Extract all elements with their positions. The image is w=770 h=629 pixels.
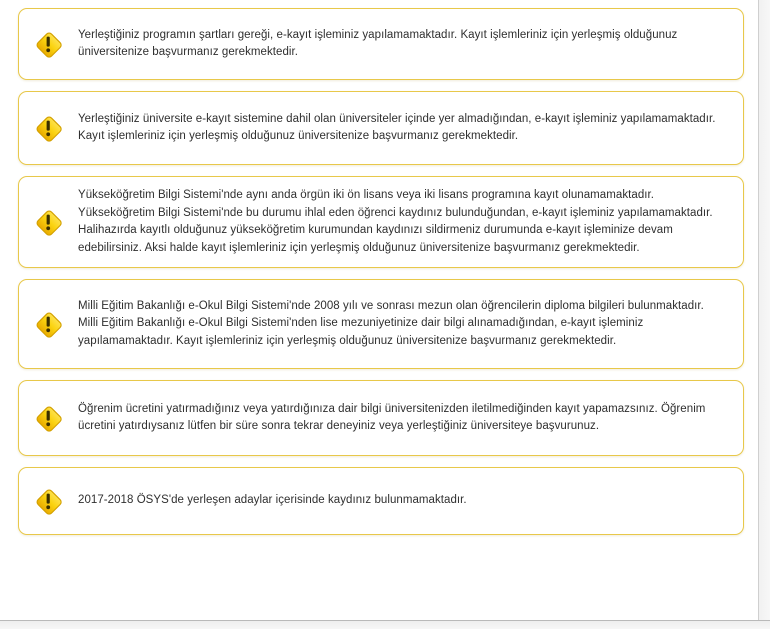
warning-icon bbox=[31, 205, 65, 239]
alert-panel bbox=[18, 279, 744, 369]
alert-message: Yerleştiğiniz programın şartları gereği, e-kayıt işleminiz yapılamamaktadır. Kayıt işlemleriniz için yerleşmiş olduğunuz üniversitenize başvurmanız gerekmektedir. bbox=[78, 28, 678, 58]
alert-list bbox=[18, 8, 744, 546]
alert-panel bbox=[18, 8, 744, 80]
alert-message: Milli Eğitim Bakanlığı e-Okul Bilgi Sistemi'nde 2008 yılı ve sonrası mezun olan öğrencilerin diploma bilgileri bulunmaktadır. Milli Eğitim Bakanlığı e-Okul Bilgi Sistemi'nden lise mezuniyetinize dair bilgi alınamadığından, e-kayıt işleminiz yapılamamaktadır. Kayıt işlemleriniz için yerleşmiş olduğunuz üniversitenize başvurmanız gerekmektedir. bbox=[78, 299, 704, 347]
warning-icon bbox=[31, 401, 65, 435]
alert-panel bbox=[18, 91, 744, 165]
warning-icon bbox=[31, 27, 65, 61]
warning-icon bbox=[31, 484, 65, 518]
alert-message: Yerleştiğiniz üniversite e-kayıt sistemine dahil olan üniversiteler içinde yer almadığından, e-kayıt işleminiz yapılamamaktadır. Kayıt işlemleriniz için yerleşmiş olduğunuz üniversitenize başvurmanız gerekmektedir. bbox=[78, 112, 716, 142]
horizontal-scrollbar[interactable] bbox=[0, 620, 770, 629]
alert-message: Yükseköğretim Bilgi Sistemi'nde aynı anda örgün iki ön lisans veya iki lisans programına kayıt olunamamaktadır. Yükseköğretim Bilgi Sistemi'nde bu durumu ihlal eden öğrenci kaydınız bulunduğundan, e-kayıt işleminiz yapılamamaktadır. Halihazırda kayıtlı olduğunuz yükseköğretim kurumundan kaydınızı sildirmeniz durumunda e-kayıt işleminize devam edebilirsiniz. Aksi halde kayıt işlemleriniz için yerleşmiş olduğunuz üniversitenize başvurmanız gerekmektedir. bbox=[78, 189, 713, 254]
vertical-scrollbar[interactable] bbox=[758, 0, 770, 620]
alert-message: 2017-2018 ÖSYS'de yerleşen adaylar içerisinde kaydınız bulunmamaktadır. bbox=[78, 494, 467, 507]
alert-panel bbox=[18, 467, 744, 535]
alert-panel bbox=[18, 380, 744, 456]
alert-message: Öğrenim ücretini yatırmadığınız veya yatırdığınıza dair bilgi üniversitenizden iletilmediğinden kayıt yapamazsınız. Öğrenim ücretini yatırdıysanız lütfen bir süre sonra tekrar deneyiniz veya yerleştiğiniz üniversiteye başvurunuz. bbox=[78, 402, 706, 432]
warning-icon bbox=[31, 307, 65, 341]
alert-panel bbox=[18, 176, 744, 268]
warning-icon bbox=[31, 111, 65, 145]
